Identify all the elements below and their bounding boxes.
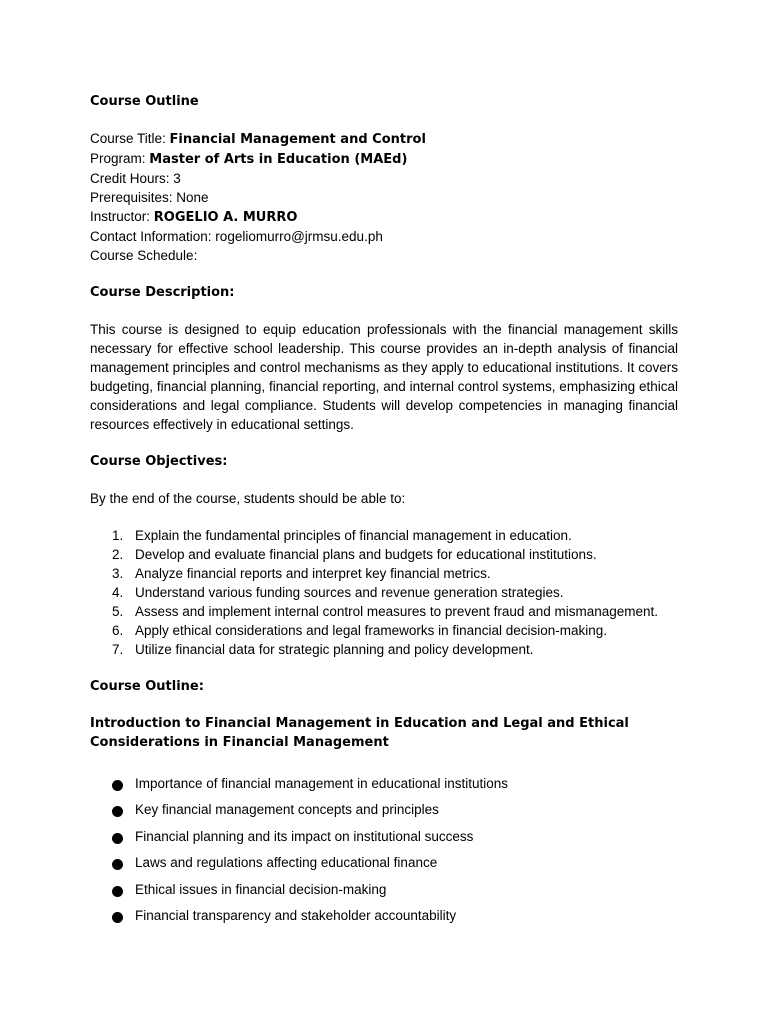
bullet-text: Key financial management concepts and principles (135, 802, 439, 818)
bullet-dot-icon (112, 806, 123, 817)
program-value: Master of Arts in Education (MAEd) (149, 152, 408, 167)
bullet-item (90, 824, 678, 850)
program-line (90, 149, 678, 169)
objectives-list (90, 526, 678, 659)
bullet-text: Importance of financial management in educational institutions (135, 776, 508, 791)
objective-text: Explain the fundamental principles of financial management in education. (135, 528, 572, 543)
objective-item (90, 583, 678, 602)
prerequisites: Prerequisites: None (90, 190, 209, 205)
bullet-item (90, 877, 678, 903)
contact-information: Contact Information: rogeliomurro@jrmsu.edu.ph (90, 229, 383, 244)
bullet-dot-icon (112, 859, 123, 870)
document-content (90, 92, 678, 929)
instructor-line (90, 207, 678, 227)
description-heading: Course Description: (90, 285, 235, 300)
bullet-item (90, 797, 678, 823)
bullet-text: Financial planning and its impact on institutional success (135, 828, 474, 844)
objective-item (90, 564, 678, 583)
outline-section-title: Introduction to Financial Management in Education and Legal and Ethical Considerations in Financial Management (90, 716, 629, 750)
objective-number: 1. (112, 528, 124, 543)
bullet-text: Ethical issues in financial decision-making (135, 881, 387, 897)
bullet-item (90, 850, 678, 876)
document-heading: Course Outline (90, 94, 199, 109)
bullet-dot-icon (112, 912, 123, 923)
objective-item (90, 545, 678, 564)
objective-item (90, 621, 678, 640)
bullet-item (90, 771, 678, 797)
bullet-text: Financial transparency and stakeholder accountability (135, 908, 457, 924)
objective-text: Understand various funding sources and revenue generation strategies. (135, 585, 564, 600)
objective-item (90, 640, 678, 659)
bullet-text: Laws and regulations affecting educational finance (135, 855, 438, 871)
description-paragraph: This course is designed to equip education professionals with the financial management skills necessary for effective school leadership. This course provides an in-depth analysis of financial management principles and control mechanisms as they apply to educational institutions. It covers budgeting, financial planning, financial reporting, and internal control systems, emphasizing ethical considerations and legal compliance. Students will develop competencies in managing financial resources effectively in educational settings. (90, 322, 678, 432)
course-title-label: Course Title: (90, 131, 166, 146)
objective-text: Apply ethical considerations and legal frameworks in financial decision-making. (135, 623, 607, 638)
objective-number: 3. (112, 566, 124, 581)
course-schedule: Course Schedule: (90, 248, 198, 263)
course-title-line (90, 129, 678, 149)
bullet-dot-icon (112, 886, 123, 897)
objective-text: Analyze financial reports and interpret key financial metrics. (135, 566, 491, 581)
outline-bullet-list (90, 771, 678, 929)
objectives-intro: By the end of the course, students should be able to: (90, 491, 406, 506)
bullet-dot-icon (112, 780, 123, 791)
instructor-value: ROGELIO A. MURRO (153, 210, 298, 225)
bullet-item (90, 903, 678, 929)
objectives-heading: Course Objectives: (90, 454, 228, 469)
course-title-value: Financial Management and Control (169, 132, 426, 147)
objective-number: 7. (112, 642, 124, 657)
objective-item (90, 602, 678, 621)
bullet-dot-icon (112, 833, 123, 844)
outline-heading: Course Outline: (90, 679, 204, 694)
instructor-label: Instructor: (90, 209, 151, 224)
objective-text: Assess and implement internal control measures to prevent fraud and mismanagement. (135, 604, 659, 619)
objective-number: 6. (112, 623, 124, 638)
objective-text: Develop and evaluate financial plans and budgets for educational institutions. (135, 547, 597, 562)
objective-number: 4. (112, 585, 124, 600)
objective-text: Utilize financial data for strategic planning and policy development. (135, 642, 534, 657)
objective-number: 2. (112, 547, 124, 562)
objective-item (90, 526, 678, 545)
program-label: Program: (90, 151, 146, 166)
credit-hours: Credit Hours: 3 (90, 171, 181, 186)
objective-number: 5. (112, 604, 124, 619)
